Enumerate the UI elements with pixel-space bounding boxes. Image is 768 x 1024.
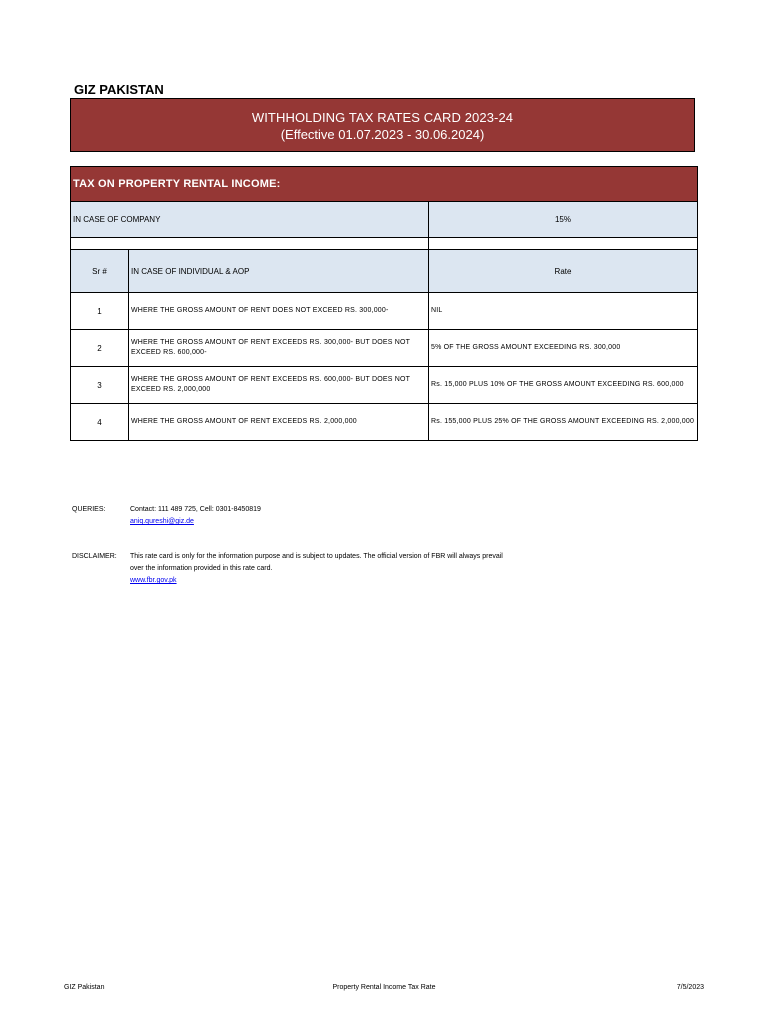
row-condition: WHERE THE GROSS AMOUNT OF RENT EXCEEDS RS. 2,000,000 [129,404,429,441]
fbr-website-link[interactable]: www.fbr.gov.pk [130,577,177,584]
title-line-1: WITHHOLDING TAX RATES CARD 2023-24 [251,110,514,125]
title-banner [70,98,695,152]
column-header-condition: IN CASE OF INDIVIDUAL & AOP [129,250,429,293]
queries-block [72,504,672,530]
row-sr: 3 [71,367,129,404]
organization-name: GIZ PAKISTAN [74,82,164,97]
footer-left: GIZ Pakistan [64,984,105,991]
column-header-rate: Rate [429,250,698,293]
row-sr: 1 [71,293,129,330]
company-rate: 15% [429,202,698,238]
disclaimer-text-1: This rate card is only for the information purpose and is subject to updates. The official version of FBR will always prevail [130,553,503,560]
company-label: IN CASE OF COMPANY [71,202,429,238]
section-heading-row [71,167,698,202]
rental-tax-table [70,166,698,441]
disclaimer-block [72,551,712,591]
table-row [71,404,698,441]
table-row [71,330,698,367]
queries-contact: Contact: 111 489 725, Cell: 0301-8450819 [130,506,261,513]
row-condition: WHERE THE GROSS AMOUNT OF RENT EXCEEDS RS. 300,000- BUT DOES NOT EXCEED RS. 600,000- [129,330,429,367]
row-rate: 5% OF THE GROSS AMOUNT EXCEEDING RS. 300,000 [429,330,698,367]
row-rate: Rs. 155,000 PLUS 25% OF THE GROSS AMOUNT EXCEEDING RS. 2,000,000 [429,404,698,441]
row-sr: 2 [71,330,129,367]
footer-right: 7/5/2023 [676,984,704,991]
column-header-row [71,250,698,293]
row-sr: 4 [71,404,129,441]
section-heading: TAX ON PROPERTY RENTAL INCOME: [71,167,698,202]
row-condition: WHERE THE GROSS AMOUNT OF RENT DOES NOT EXCEED RS. 300,000- [129,293,429,330]
row-condition: WHERE THE GROSS AMOUNT OF RENT EXCEEDS RS. 600,000- BUT DOES NOT EXCEED RS. 2,000,000 [129,367,429,404]
footer-center: Property Rental Income Tax Rate [332,984,436,991]
queries-email-link[interactable]: aniq.qureshi@giz.de [130,518,194,525]
spacer-row [71,238,698,250]
title-line-2: (Effective 01.07.2023 - 30.06.2024) [280,127,485,142]
disclaimer-label: DISCLAIMER: [72,553,117,560]
queries-label: QUERIES: [72,506,106,513]
company-row [71,202,698,238]
table-row [71,367,698,404]
disclaimer-text-2: over the information provided in this rate card. [130,565,273,572]
row-rate: NIL [429,293,698,330]
table-row [71,293,698,330]
row-rate: Rs. 15,000 PLUS 10% OF THE GROSS AMOUNT EXCEEDING RS. 600,000 [429,367,698,404]
column-header-sr: Sr # [71,250,129,293]
